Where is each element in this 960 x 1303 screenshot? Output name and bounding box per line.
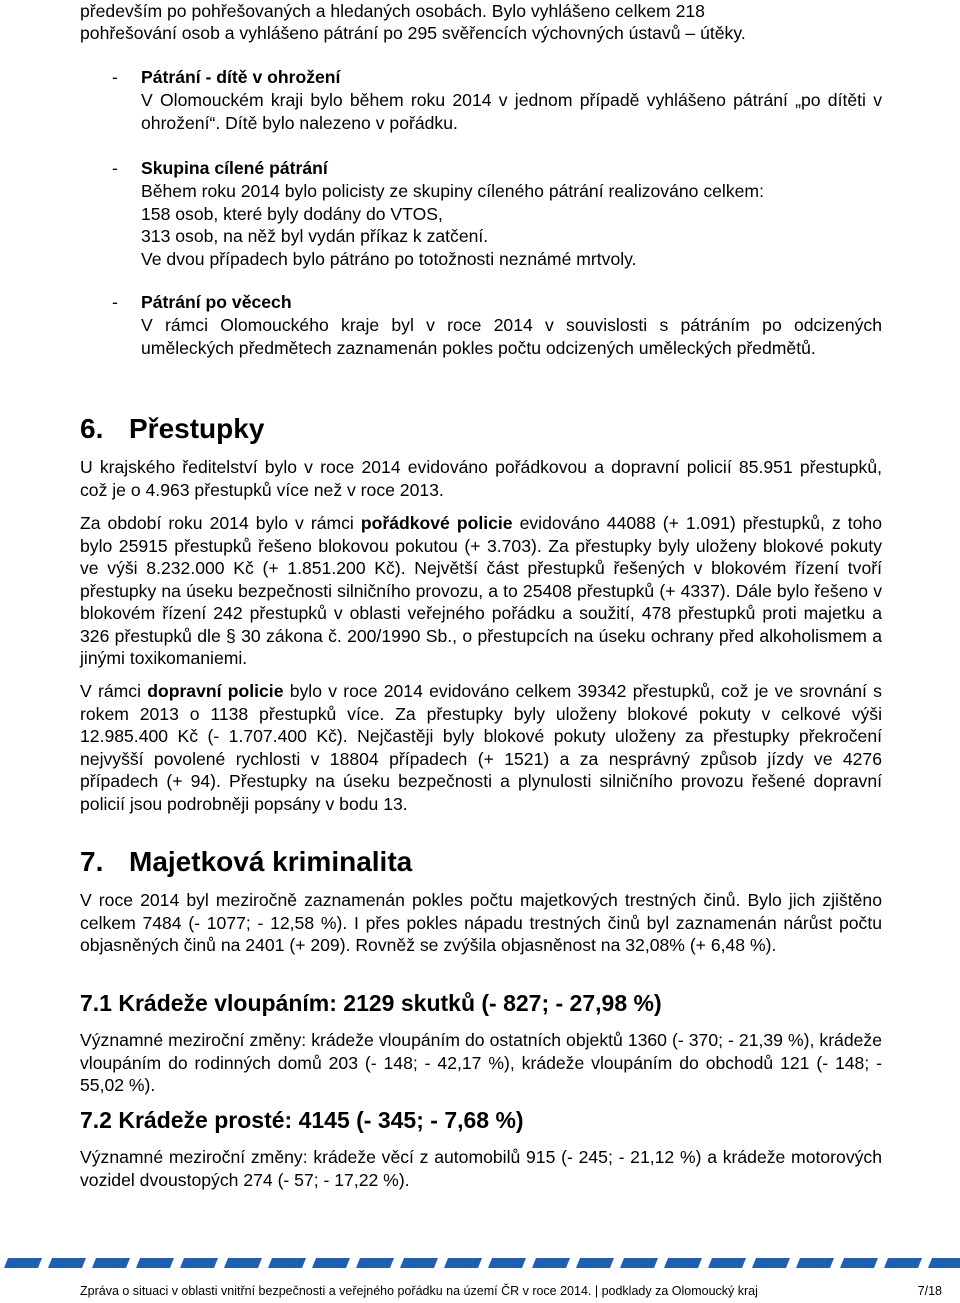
footer-stripe-bar <box>0 1258 960 1268</box>
bullet-title-targeted-search: Skupina cílené pátrání <box>141 158 328 178</box>
intro-line-1: především po pohřešovaných a hledaných osobách. Bylo vyhlášeno celkem 218 <box>80 1 705 21</box>
footer-report-title: Zpráva o situaci v oblasti vnitřní bezpečnosti a veřejného pořádku na území ČR v roce 2014. | podklady za Olomoucký kraj <box>80 1284 758 1298</box>
section-7-para-1: V roce 2014 byl meziročně zaznamenán pokles počtu majetkových trestných činů. Bylo jich zjištěno celkem 7484 (- 1077; - 12,58 %). I přes pokles nápadu trestných činů byl zaznamenán nárůst počtu objasněných činů na 2401 (+ 209). Rovněž se zvýšila objasněnost na 32,08% (+ 6,48 %). <box>80 890 882 955</box>
section-7-number: 7. <box>80 846 104 877</box>
emphasis-traffic-police: dopravní policie <box>147 681 284 701</box>
page-number: 7/18 <box>917 1284 942 1298</box>
bullet-line: 158 osob, které byly dodány do VTOS, <box>141 204 443 224</box>
bullet-line: 313 osob, na něž byl vydán příkaz k zatčení. <box>141 226 489 246</box>
subsection-7-2-title: 7.2 Krádeže prosté: 4145 (- 345; - 7,68 %) <box>80 1107 524 1133</box>
subsection-7-1-text: Významné meziroční změny: krádeže vloupáním do ostatních objektů 1360 (- 370; - 21,39 %), krádeže vloupáním do rodinných domů 203 (- 148; - 42,17 %), krádeže vloupáním do obchodů 121 (- 148; - 55,02 %). <box>80 1030 882 1095</box>
section-6-para-2: Za období roku 2014 bylo v rámci pořádkové policie evidováno 44088 (+ 1.091) přestupků, z toho bylo 25915 přestupků řešeno blokovou pokutou (+ 3.703). Za přestupky byly uloženy blokové pokuty ve výši 8.232.000 Kč (+ 1.851.200 Kč). Největší část přestupků řešených v blokovém řízení tvoří přestupky na úseku bezpečnosti silničního provozu, a to 25408 přestupků (+ 4337). Dále bylo řešeno v blokovém řízení 242 přestupků v oblasti veřejného pořádku a soužití, 478 přestupků proti majetku a 326 přestupků dle § 30 zákona č. 200/1990 Sb., o přestupcích na úseku ochrany před alkoholismem a jinými toxikomaniemi. <box>80 513 882 668</box>
section-6-title: Přestupky <box>129 413 265 444</box>
bullet-text-property-search: V rámci Olomouckého kraje byl v roce 2014 v souvislosti s pátráním po odcizených uměleckých předmětech zaznamenán pokles počtu odcizených uměleckých předmětů. <box>141 315 882 358</box>
bullet-text-child-danger: V Olomouckém kraji bylo během roku 2014 v jednom případě vyhlášeno pátrání „po dítěti v ohrožení“. Dítě bylo nalezeno v pořádku. <box>141 90 882 133</box>
bullet-dash: - <box>112 67 118 87</box>
footer-stripes <box>0 1258 960 1268</box>
section-6-para-3: V rámci dopravní policie bylo v roce 2014 evidováno celkem 39342 přestupků, což je ve srovnání s rokem 2013 o 1138 přestupků více. Za přestupky byly uloženy blokové pokuty v celkové výši 12.985.400 Kč (- 1.707.400 Kč). Nejčastěji byly blokové pokuty uloženy za přestupky překročení nejvyšší povolené rychlosti v 18804 případech (+ 1521) a za nesprávný způsob jízdy ve 4276 případech (+ 94). Přestupky na úseku bezpečnosti a plynulosti silničního provozu řešené dopravní policií jsou podrobněji popsány v bodu 13. <box>80 681 882 814</box>
subsection-7-1-title: 7.1 Krádeže vloupáním: 2129 skutků (- 827; - 27,98 %) <box>80 990 662 1016</box>
bullet-title-child-danger: Pátrání - dítě v ohrožení <box>141 67 341 87</box>
bullet-dash: - <box>112 158 118 178</box>
bullet-title-property-search: Pátrání po věcech <box>141 292 292 312</box>
section-6-number: 6. <box>80 413 104 444</box>
bullet-dash: - <box>112 292 118 312</box>
section-7-title: Majetková kriminalita <box>129 846 413 877</box>
bullet-line: Během roku 2014 bylo policisty ze skupiny cíleného pátrání realizováno celkem: <box>141 181 764 201</box>
emphasis-public-order-police: pořádkové policie <box>360 513 513 533</box>
subsection-7-2-text: Významné meziroční změny: krádeže věcí z automobilů 915 (- 245; - 21,12 %) a krádeže motorových vozidel dvoustopých 274 (- 57; - 17,22 %). <box>80 1147 882 1190</box>
section-6-para-1: U krajského ředitelství bylo v roce 2014 evidováno pořádkovou a dopravní policií 85.951 přestupků, což je o 4.963 přestupků více než v roce 2013. <box>80 457 882 500</box>
bullet-line: Ve dvou případech bylo pátráno po totožnosti neznámé mrtvoly. <box>141 249 637 269</box>
intro-line-2: pohřešování osob a vyhlášeno pátrání po 295 svěřencích výchovných ústavů – útěky. <box>80 23 746 43</box>
